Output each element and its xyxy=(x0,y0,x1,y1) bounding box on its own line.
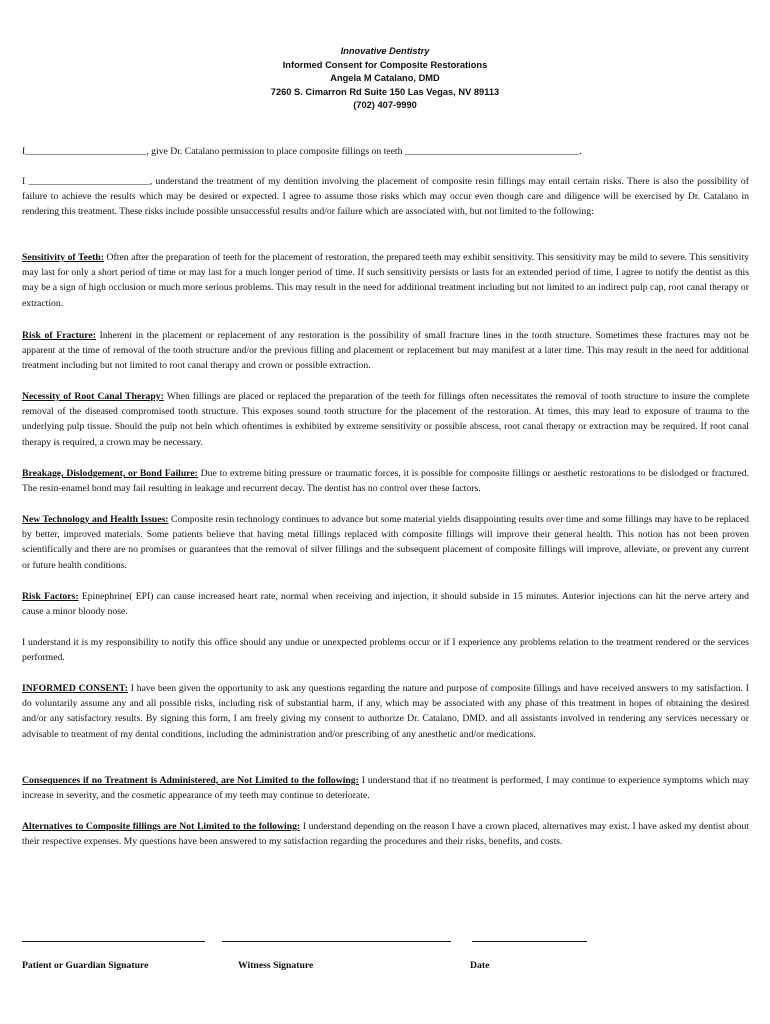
section-text: Composite resin technology continues to advance but some material yields disappointing results over time and some fillings may have to be replaced by better, improved materials. Some patients believe that having metal fillings replaced with composite fillings will improve their general health. This notion has not been proven scientifically and there are no promises or guarantees that the removal of silver fillings and the subsequent placement of composite fillings will improve, alleviate, or prevent any current or future health conditions. xyxy=(22,514,749,571)
section-heading: INFORMED CONSENT: xyxy=(22,683,128,694)
section-text: Due to extreme biting pressure or traumatic forces, it is possible for composite fillings or aesthetic restorations to be dislodged or fractured. The resin-enamel bond may fail resulting in leakage and recurrent decay. The dentist has no control over these factors. xyxy=(22,468,749,495)
section-text: I understand depending on the reason I have a crown placed, alternatives may exist. I have asked my dentist about their respective expenses. My questions have been answered to my satisfaction regarding the procedures and their risks, benefits, and costs. xyxy=(22,821,749,848)
section-heading: Risk Factors: xyxy=(22,591,79,602)
section-informed-consent xyxy=(22,681,749,742)
section-text: Epinephrine( EPI) can cause increased heart rate, normal when receiving and injection, it should subside in 15 minutes. Anterior injections can hit the nerve artery and cause a minor bloody nose. xyxy=(22,591,749,618)
section-risk-factors xyxy=(22,589,749,619)
date-line[interactable] xyxy=(472,941,587,942)
section-text: Inherent in the placement or replacement of any restoration is the possibility of small fracture lines in the tooth structure. Sometimes these fractures may not be apparent at the time of removal of the tooth structure and/or the previous filling and placement or replacement but may manifest at a later time. This may result in the need for additional treatment including but not limited to root canal therapy and crown or possible extraction. xyxy=(22,330,749,372)
section-new-technology xyxy=(22,512,749,573)
section-consequences xyxy=(22,773,749,803)
permission-line xyxy=(22,144,749,159)
section-sensitivity xyxy=(22,250,749,311)
form-title: Informed Consent for Composite Restorations xyxy=(282,59,488,70)
section-breakage xyxy=(22,466,749,496)
section-heading: Breakage, Dislodgement, or Bond Failure: xyxy=(22,468,198,479)
section-text: When fillings are placed or replaced the preparation of the teeth for fillings often necessitates the removal of tooth structure to insure the complete removal of the diseased compromised tooth structure. This exposes sound tooth structure for the placement of the restoration. At times, this may lead to exposure of trauma to the underlying pulp tissue. Should the pulp not heln which oftentimes is exhibited by extreme sensitivity or possible abscess, root canal therapy or extraction may be required. If root canal therapy is required, a crown may be necessary. xyxy=(22,391,750,448)
section-heading: Risk of Fracture: xyxy=(22,330,96,341)
section-fracture xyxy=(22,328,749,374)
section-heading: New Technology and Health Issues: xyxy=(22,514,169,525)
intro-paragraph xyxy=(22,174,749,220)
patient-signature-line[interactable] xyxy=(22,941,205,942)
practice-name: Innovative Dentistry xyxy=(340,46,430,56)
permission-text: I_________________________, give Dr. Catalano permission to place composite fillings on teeth ____________________________________. xyxy=(22,146,582,157)
witness-signature-line[interactable] xyxy=(222,941,451,942)
section-text: I understand it is my responsibility to notify this office should any undue or unexpected problems occur or if I experience any problems relation to the treatment rendered or the services performed. xyxy=(22,637,749,664)
witness-signature-label: Witness Signature xyxy=(238,960,314,971)
section-text: Often after the preparation of teeth for the placement of restoration, the prepared teeth may exhibit sensitivity. This sensitivity may be mild to severe. This sensitivity may last for only a short period of time or may last for a much longer period of time. If such sensitivity persists or lasts for an extended period of time, I agree to notify the dentist as this may be a sign of high occlusion or much more serious problems. This may result in the need for additional treatment including but not limited to an indirect pulp cap, root canal therapy or extraction. xyxy=(22,252,750,309)
doctor-name: Angela M Catalano, DMD xyxy=(330,73,440,84)
section-heading: Consequences if no Treatment is Administered, are Not Limited to the following: xyxy=(22,775,359,786)
section-text: I understand that if no treatment is performed, I may continue to experience symptoms which may increase in severity, and the cosmetic appearance of my teeth may continue to deteriorate. xyxy=(22,775,750,802)
intro-text: I _________________________, understand the treatment of my dentition involving the placement of composite resin fillings may entail certain risks. There is also the possibility of failure to achieve the results which may be desired or expected. I agree to assume those risks which may occur even though care and diligence will be exercised by Dr. Catalano in rendering this treatment. These risks include possible unsuccessful results and/or failure which are associated with, but not limited to the following: xyxy=(22,176,749,218)
section-root-canal xyxy=(22,389,749,450)
section-alternatives xyxy=(22,819,749,849)
section-text: I have been given the opportunity to ask any questions regarding the nature and purpose of composite fillings and have received answers to my satisfaction. I do voluntarily assume any and all possible risks, including risk of substantial harm, if any, which may be associated with any phase of this treatment in hopes of obtaining the desired and/or any satisfactory results. By signing this form, I am freely giving my consent to authorize Dr. Catalano, DMD. and all assistants involved in rendering any services necessary or advisable to treatment of my dental conditions, including the administration and/or prescribing of any anesthetic and/or medications. xyxy=(22,683,749,740)
section-responsibility xyxy=(22,635,749,665)
section-heading: Necessity of Root Canal Therapy: xyxy=(22,391,164,402)
patient-signature-label: Patient or Guardian Signature xyxy=(22,960,149,971)
letterhead xyxy=(0,45,770,113)
date-label: Date xyxy=(470,960,490,971)
practice-phone: (702) 407-9990 xyxy=(353,100,417,111)
practice-address: 7260 S. Cimarron Rd Suite 150 Las Vegas, NV 89113 xyxy=(270,86,500,97)
section-heading: Sensitivity of Teeth: xyxy=(22,252,105,263)
section-heading: Alternatives to Composite fillings are Not Limited to the following: xyxy=(22,821,301,832)
